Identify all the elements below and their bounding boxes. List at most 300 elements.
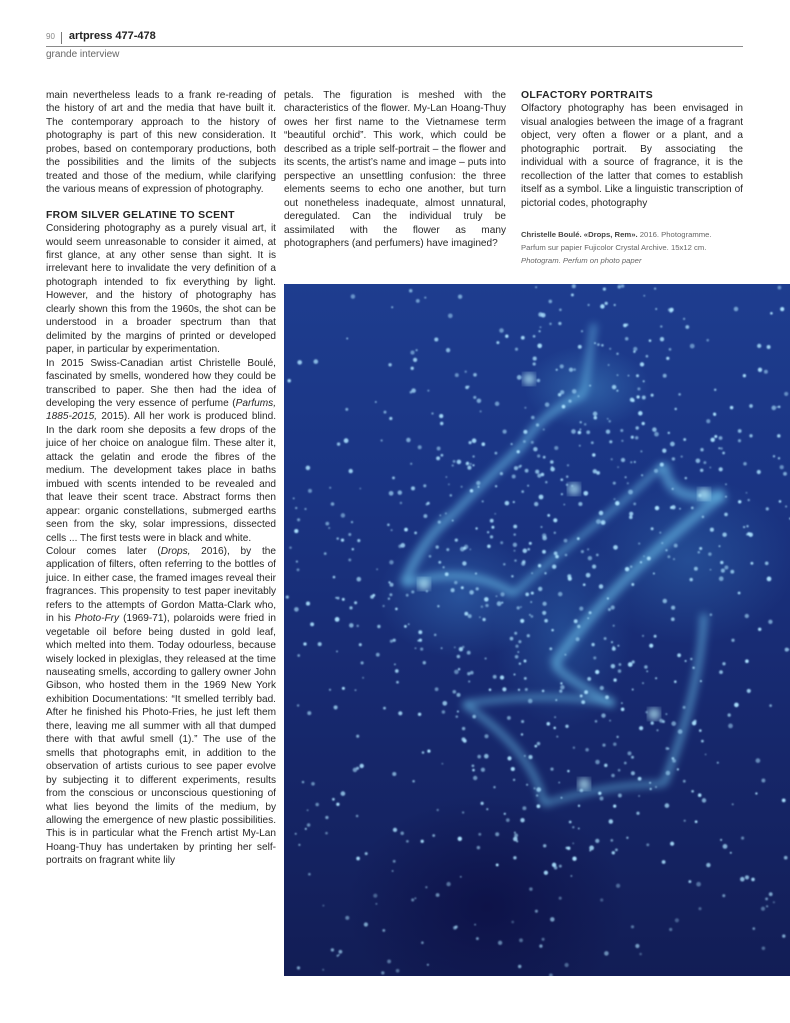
light-dot bbox=[446, 348, 450, 352]
light-dot bbox=[565, 963, 569, 967]
light-dot bbox=[738, 592, 741, 595]
light-dot bbox=[498, 941, 502, 945]
light-dot bbox=[477, 399, 482, 404]
light-dot bbox=[577, 395, 579, 397]
light-dot bbox=[696, 458, 701, 463]
light-dot bbox=[382, 605, 384, 607]
light-dot bbox=[607, 597, 609, 599]
light-dot bbox=[611, 664, 615, 668]
light-dot bbox=[537, 742, 540, 745]
light-dot bbox=[692, 721, 696, 725]
light-dot bbox=[545, 402, 550, 407]
light-dot bbox=[454, 581, 457, 584]
light-dot bbox=[520, 619, 524, 623]
light-dot bbox=[683, 706, 686, 709]
light-dot bbox=[714, 435, 717, 438]
light-dot bbox=[513, 533, 515, 535]
light-dot bbox=[720, 561, 723, 564]
light-dot bbox=[535, 286, 537, 288]
light-dot bbox=[600, 304, 604, 308]
light-dot bbox=[382, 929, 385, 932]
light-dot bbox=[594, 342, 596, 344]
light-dot bbox=[521, 562, 525, 566]
light-dot bbox=[507, 716, 511, 720]
light-dot bbox=[591, 643, 594, 646]
light-dot bbox=[589, 385, 591, 387]
light-dot bbox=[604, 951, 609, 956]
light-dot bbox=[519, 938, 523, 942]
glow-vein bbox=[544, 784, 664, 804]
light-dot bbox=[555, 699, 557, 701]
light-dot bbox=[544, 871, 548, 875]
light-dot bbox=[598, 792, 601, 795]
light-dot bbox=[307, 823, 311, 827]
light-dot bbox=[647, 556, 651, 560]
light-dot bbox=[389, 560, 393, 564]
light-dot bbox=[616, 353, 618, 355]
light-dot bbox=[669, 928, 672, 931]
light-dot bbox=[473, 373, 477, 377]
light-dot bbox=[458, 295, 462, 299]
light-dot bbox=[611, 605, 615, 609]
light-dot bbox=[734, 307, 739, 312]
light-dot bbox=[592, 453, 595, 456]
light-dot bbox=[649, 644, 653, 648]
light-dot bbox=[646, 355, 649, 358]
light-dot bbox=[746, 533, 749, 536]
light-dot bbox=[542, 602, 546, 606]
light-dot bbox=[396, 681, 399, 684]
light-dot bbox=[441, 454, 444, 457]
light-dot bbox=[606, 430, 610, 434]
light-dot bbox=[406, 840, 409, 843]
light-dot bbox=[571, 293, 574, 296]
light-dot bbox=[554, 866, 558, 870]
light-dot bbox=[537, 474, 541, 478]
light-dot bbox=[513, 673, 515, 675]
light-dot bbox=[642, 635, 644, 637]
light-dot bbox=[617, 374, 619, 376]
light-dot bbox=[425, 886, 427, 888]
light-dot bbox=[325, 522, 329, 526]
light-dot bbox=[756, 758, 761, 763]
light-dot bbox=[504, 813, 506, 815]
light-dot bbox=[554, 552, 558, 556]
section-heading-olfactory-portraits: OLFACTORY PORTRAITS bbox=[521, 90, 653, 101]
light-dot bbox=[628, 662, 633, 667]
light-dot bbox=[694, 567, 698, 571]
light-dot bbox=[531, 592, 534, 595]
light-dot bbox=[613, 545, 618, 550]
light-dot bbox=[692, 667, 694, 669]
light-dot bbox=[440, 422, 443, 425]
light-dot bbox=[558, 782, 560, 784]
light-dot bbox=[419, 639, 422, 642]
light-dot bbox=[390, 583, 394, 587]
light-dot bbox=[324, 552, 327, 555]
light-dot bbox=[467, 466, 471, 470]
light-dot bbox=[452, 464, 454, 466]
light-dot bbox=[348, 558, 351, 561]
light-dot bbox=[472, 464, 474, 466]
light-dot bbox=[629, 512, 633, 516]
light-dot bbox=[713, 413, 716, 416]
light-dot bbox=[434, 634, 437, 637]
light-dot bbox=[308, 873, 311, 876]
light-dot bbox=[542, 611, 546, 615]
light-dot bbox=[749, 434, 752, 437]
light-dot bbox=[527, 548, 530, 551]
header-rule bbox=[46, 46, 743, 47]
light-dot bbox=[497, 601, 502, 606]
light-dot bbox=[719, 436, 723, 440]
light-dot bbox=[410, 351, 414, 355]
light-dot bbox=[558, 322, 561, 325]
light-dot bbox=[475, 527, 477, 529]
light-dot bbox=[637, 387, 640, 390]
light-dot bbox=[448, 313, 453, 318]
light-dot bbox=[699, 547, 702, 550]
light-flare bbox=[523, 373, 535, 385]
light-dot bbox=[474, 924, 476, 926]
light-dot bbox=[542, 938, 545, 941]
light-dot bbox=[612, 851, 615, 854]
light-dot bbox=[460, 547, 465, 552]
light-dot bbox=[677, 768, 679, 770]
light-dot bbox=[534, 745, 537, 748]
light-dot bbox=[685, 477, 687, 479]
light-dot bbox=[721, 569, 725, 573]
light-dot bbox=[387, 959, 391, 963]
light-dot bbox=[579, 445, 581, 447]
light-dot bbox=[613, 804, 616, 807]
glow-vein bbox=[464, 704, 544, 804]
light-dot bbox=[614, 498, 616, 500]
light-dot bbox=[505, 335, 508, 338]
light-dot bbox=[642, 682, 644, 684]
light-dot bbox=[329, 689, 331, 691]
light-dot bbox=[531, 441, 534, 444]
light-dot bbox=[523, 440, 526, 443]
light-dot bbox=[422, 751, 425, 754]
light-dot bbox=[506, 818, 510, 822]
light-dot bbox=[400, 502, 402, 504]
light-dot bbox=[757, 470, 761, 474]
light-dot bbox=[564, 539, 568, 543]
light-dot bbox=[572, 826, 574, 828]
light-dot bbox=[779, 500, 782, 503]
light-dot bbox=[673, 558, 675, 560]
light-dot bbox=[373, 894, 377, 898]
light-dot bbox=[351, 521, 353, 523]
light-dot bbox=[724, 566, 728, 570]
light-dot bbox=[463, 739, 467, 743]
light-dot bbox=[718, 447, 720, 449]
light-dot bbox=[628, 490, 633, 495]
light-dot bbox=[297, 360, 302, 365]
light-dot bbox=[651, 721, 654, 724]
light-dot bbox=[454, 646, 456, 648]
light-dot bbox=[613, 742, 616, 745]
article-column-1 bbox=[46, 89, 276, 868]
light-dot bbox=[297, 518, 300, 521]
light-dot bbox=[599, 796, 603, 800]
light-dot bbox=[722, 894, 725, 897]
light-dot bbox=[554, 716, 556, 718]
light-dot bbox=[457, 655, 461, 659]
light-dot bbox=[524, 677, 527, 680]
light-dot bbox=[446, 882, 450, 886]
light-dot bbox=[442, 710, 445, 713]
light-dot bbox=[655, 677, 657, 679]
light-dot bbox=[306, 602, 310, 606]
light-dot bbox=[602, 522, 604, 524]
light-dot bbox=[579, 607, 583, 611]
light-dot bbox=[437, 809, 439, 811]
light-dot bbox=[511, 921, 514, 924]
light-dot bbox=[468, 614, 472, 618]
light-dot bbox=[583, 583, 586, 586]
light-dot bbox=[650, 788, 652, 790]
light-dot bbox=[542, 690, 545, 693]
light-dot bbox=[476, 587, 479, 590]
light-dot bbox=[706, 339, 709, 342]
light-dot bbox=[568, 399, 571, 402]
light-dot bbox=[481, 768, 485, 772]
light-dot bbox=[438, 521, 441, 524]
light-dot bbox=[633, 347, 637, 351]
light-dot bbox=[710, 613, 713, 616]
light-dot bbox=[625, 567, 629, 571]
light-dot bbox=[454, 670, 459, 675]
light-dot bbox=[725, 496, 727, 498]
caption-line-2: Parfum sur papier Fujicolor Crystal Archive. 15x12 cm. bbox=[521, 243, 707, 252]
light-dot bbox=[296, 561, 298, 563]
light-dot bbox=[406, 594, 409, 597]
light-dot bbox=[513, 501, 515, 503]
light-dot bbox=[361, 661, 364, 664]
light-dot bbox=[645, 711, 647, 713]
light-dot bbox=[452, 690, 456, 694]
light-dot bbox=[655, 506, 659, 510]
light-dot bbox=[525, 593, 529, 597]
light-dot bbox=[542, 536, 547, 541]
light-dot bbox=[466, 462, 469, 465]
light-dot bbox=[439, 515, 441, 517]
light-dot bbox=[602, 743, 605, 746]
light-dot bbox=[476, 937, 479, 940]
light-dot bbox=[578, 431, 582, 435]
light-dot bbox=[409, 289, 413, 293]
light-dot bbox=[780, 465, 784, 469]
light-dot bbox=[554, 446, 558, 450]
light-dot bbox=[550, 460, 554, 464]
light-dot bbox=[349, 469, 353, 473]
light-dot bbox=[603, 288, 606, 291]
light-dot bbox=[389, 593, 392, 596]
light-dot bbox=[783, 472, 787, 476]
light-dot bbox=[643, 555, 645, 557]
light-dot bbox=[393, 639, 396, 642]
paragraph bbox=[46, 357, 276, 545]
light-dot bbox=[539, 330, 541, 332]
light-dot bbox=[592, 565, 596, 569]
light-dot bbox=[458, 837, 462, 841]
light-dot bbox=[514, 550, 516, 552]
light-dot bbox=[662, 449, 666, 453]
light-dot bbox=[616, 884, 620, 888]
light-dot bbox=[476, 481, 480, 485]
light-dot bbox=[560, 364, 564, 368]
light-dot bbox=[398, 490, 403, 495]
text-run: 2016), by the application of filters, often referring to the bottles of juice. In either case, the framed images reveal their fragrances. This propensity to test paper inevitably refers to the attempts of Gordon Matta-Clark who, in his bbox=[46, 545, 276, 625]
light-dot bbox=[678, 393, 681, 396]
light-dot bbox=[345, 916, 349, 920]
light-dot bbox=[547, 514, 550, 517]
light-dot bbox=[513, 525, 517, 529]
light-dot bbox=[777, 434, 781, 438]
light-dot bbox=[437, 605, 439, 607]
light-dot bbox=[663, 374, 667, 378]
light-dot bbox=[638, 777, 642, 781]
light-dot bbox=[533, 357, 537, 361]
light-dot bbox=[307, 711, 311, 715]
light-dot bbox=[502, 687, 506, 691]
light-dot bbox=[549, 973, 553, 976]
light-dot bbox=[493, 675, 497, 679]
light-dot bbox=[392, 476, 395, 479]
light-dot bbox=[539, 495, 544, 500]
light-dot bbox=[520, 606, 522, 608]
light-dot bbox=[660, 325, 662, 327]
light-dot bbox=[616, 736, 618, 738]
light-dot bbox=[572, 389, 577, 394]
light-dot bbox=[581, 700, 585, 704]
caption-artist: Christelle Boulé. «Drops, Rem». bbox=[521, 230, 638, 239]
light-dot bbox=[567, 770, 569, 772]
light-flare bbox=[648, 708, 660, 720]
light-dot bbox=[578, 805, 580, 807]
light-dot bbox=[710, 528, 714, 532]
light-dot bbox=[462, 561, 466, 565]
light-dot bbox=[638, 795, 640, 797]
light-dot bbox=[617, 285, 620, 288]
light-dot bbox=[315, 803, 319, 807]
light-dot bbox=[537, 343, 542, 348]
light-dot bbox=[286, 596, 289, 599]
light-dot bbox=[702, 516, 704, 518]
light-dot bbox=[591, 441, 594, 444]
light-dot bbox=[636, 374, 639, 377]
light-dot bbox=[481, 606, 483, 608]
light-dot bbox=[335, 597, 337, 599]
light-dot bbox=[660, 337, 664, 341]
light-dot bbox=[621, 440, 623, 442]
light-dot bbox=[666, 713, 668, 715]
light-dot bbox=[423, 514, 427, 518]
light-dot bbox=[629, 515, 633, 519]
light-dot bbox=[297, 568, 300, 571]
light-dot bbox=[734, 703, 739, 708]
light-dot bbox=[414, 531, 417, 534]
light-dot bbox=[436, 456, 440, 460]
light-dot bbox=[472, 715, 476, 719]
light-dot bbox=[513, 779, 515, 781]
light-dot bbox=[410, 463, 412, 465]
light-dot bbox=[331, 502, 335, 506]
light-dot bbox=[349, 623, 354, 628]
light-dot bbox=[443, 566, 445, 568]
light-dot bbox=[701, 740, 704, 743]
light-dot bbox=[528, 755, 532, 759]
light-dot bbox=[698, 551, 701, 554]
artwork-photo bbox=[284, 284, 790, 976]
light-dot bbox=[549, 323, 551, 325]
light-dot bbox=[472, 455, 474, 457]
light-dot bbox=[418, 713, 421, 716]
light-dot bbox=[609, 420, 611, 422]
light-dot bbox=[518, 689, 520, 691]
light-dot bbox=[653, 572, 655, 574]
light-dot bbox=[388, 598, 390, 600]
light-dot bbox=[770, 312, 773, 315]
light-dot bbox=[728, 713, 731, 716]
light-dot bbox=[755, 792, 757, 794]
light-dot bbox=[481, 442, 485, 446]
light-dot bbox=[769, 704, 772, 707]
light-dot bbox=[424, 297, 426, 299]
light-dot bbox=[429, 555, 432, 558]
light-dot bbox=[767, 577, 772, 582]
light-dot bbox=[533, 335, 536, 338]
light-dot bbox=[646, 670, 648, 672]
light-dot bbox=[571, 429, 576, 434]
light-dot bbox=[294, 529, 298, 533]
light-dot bbox=[391, 306, 393, 308]
light-dot bbox=[605, 695, 609, 699]
light-dot bbox=[626, 323, 629, 326]
glow-veins bbox=[404, 324, 724, 804]
paragraph: Considering photography as a purely visual art, it would seem unreasonable to consider it aimed, at first glance, at any other sense than sight. It is irrelevant here to invalidate the very definition of a photograph intended to fix everything by light. However, and the history of photography has clearly shown this from the 1960s, the shot can be understood in a broader spectrum than that delimited by the margins of printed or developed paper, in particular by experimentation. bbox=[46, 223, 276, 356]
light-dot bbox=[355, 689, 357, 691]
light-dot bbox=[341, 513, 345, 517]
light-dot bbox=[464, 612, 468, 616]
light-dot bbox=[482, 618, 485, 621]
light-dot bbox=[586, 573, 591, 578]
light-dot bbox=[564, 654, 566, 656]
light-dot bbox=[486, 808, 488, 810]
light-dot bbox=[550, 917, 555, 922]
light-dot bbox=[517, 651, 519, 653]
light-dot bbox=[534, 502, 538, 506]
light-dot bbox=[751, 878, 755, 882]
light-dot bbox=[638, 411, 643, 416]
light-dot bbox=[413, 358, 417, 362]
light-dot bbox=[490, 535, 493, 538]
light-dot bbox=[621, 458, 625, 462]
caption-text: 2016. Photogramme. bbox=[637, 230, 712, 239]
light-dot bbox=[596, 519, 601, 524]
light-dot bbox=[566, 484, 568, 486]
light-dot bbox=[778, 286, 782, 290]
light-dot bbox=[609, 819, 613, 823]
light-dot bbox=[468, 680, 470, 682]
light-dot bbox=[580, 694, 583, 697]
light-dot bbox=[390, 640, 393, 643]
light-dot bbox=[743, 526, 745, 528]
light-dot bbox=[495, 452, 498, 455]
light-dot bbox=[456, 715, 459, 718]
